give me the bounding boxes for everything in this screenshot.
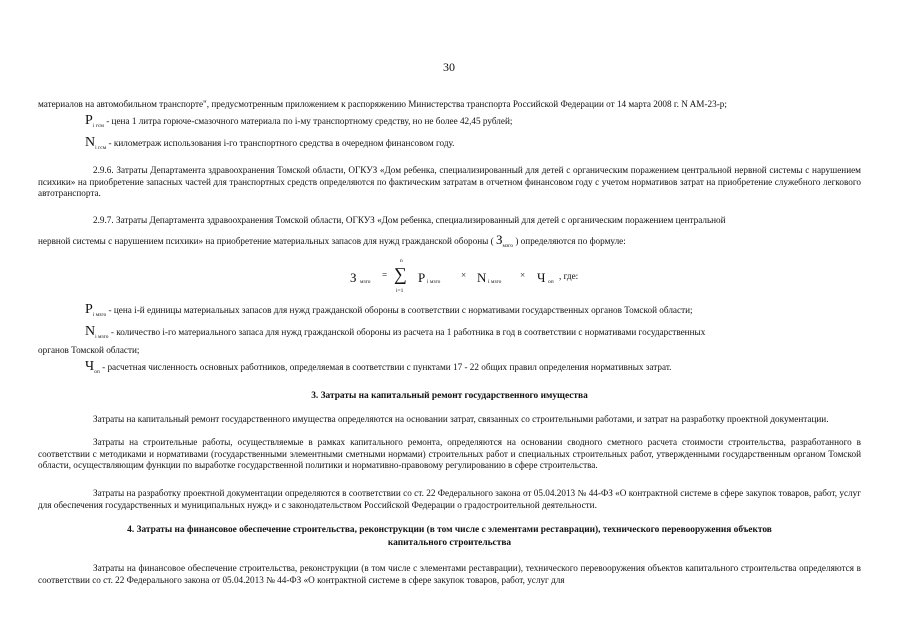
symbol: P	[85, 113, 93, 128]
paragraph-2-9-7-line1: 2.9.7. Затраты Департамента здравоохранения Томской области, ОГКУЗ «Дом ребенка, специализированный для детей с органическим поражением центральной	[93, 215, 726, 225]
section-4-paragraph-1: Затраты на финансовое обеспечение строительства, реконструкции (в том числе с элементами реставрации), технического перевооружения объектов капитального строительства определяются в соответствии со ст. 22 Федерального закона от 05.04.2013 № 44-ФЗ «О контрактной системе в сфере закупок товаров, работ, услуг для	[38, 563, 861, 585]
definition-text: - цена 1 литра горюче-смазочного материала по i-му транспортному средству, но не более 42,45 рублей;	[106, 116, 513, 126]
section-4-heading-line1: 4. Затраты на финансовое обеспечение строительства, реконструкции (в том числе с элементами реставрации), технического перевооружения объектов	[127, 525, 772, 535]
sum-sign: ∑	[394, 264, 407, 284]
definition-n-mzgo	[85, 326, 705, 343]
formula-p: P	[418, 270, 426, 285]
section-3-paragraph-3: Затраты на разработку проектной документации определяются в соответствии со ст. 22 Федерального закона от 05.04.2013 № 44-ФЗ «О контрактной системе в сфере закупок товаров, работ, услуг для обеспечения государственных и муниципальных нужд» и с законодательством Российской Федерации о градостроительной деятельности.	[38, 488, 861, 510]
paragraph-2-9-6: 2.9.6. Затраты Департамента здравоохранения Томской области, ОГКУЗ «Дом ребенка, специализированный для детей с органическим поражением центральной нервной системы с нарушением психики» на приобретение запасных частей для транспортных средств определяются по фактическим затратам в отчетном финансовом году с учетом нормативов затрат на приобретение служебного легкового автотранспорта.	[38, 165, 861, 199]
formula-lhs: З	[350, 270, 357, 285]
definition-p-mzgo	[85, 304, 693, 321]
symbol-subscript: i мзго	[92, 312, 107, 318]
formula-p-subscript: i мзго	[427, 279, 441, 285]
symbol-subscript: i гсм	[92, 123, 104, 129]
definition-p-gsm	[85, 115, 512, 132]
section-3-heading: 3. Затраты на капитальный ремонт государственного имущества	[311, 391, 588, 401]
formula-lhs-subscript: мзго	[360, 279, 371, 285]
symbol-subscript: i мзго	[95, 334, 109, 340]
symbol-subscript: оп	[94, 369, 100, 375]
formula-n-subscript: i мзго	[488, 279, 502, 285]
formula-ch: Ч	[537, 270, 546, 285]
symbol: З	[495, 232, 503, 247]
symbol-subscript: i гсм	[95, 145, 107, 151]
multiply-sign: ×	[461, 270, 467, 280]
sum-upper-limit: n	[400, 258, 403, 264]
section-4-heading-line2: капитального строительства	[387, 538, 512, 548]
definition-n-gsm	[85, 137, 454, 154]
formula	[330, 258, 630, 298]
formula-equals: =	[382, 270, 388, 280]
page-number: 30	[443, 60, 455, 74]
paragraph-2-9-7-line2	[38, 234, 626, 252]
paragraph-text: нервной системы с нарушением психики» на приобретение материальных запасов для нужд гражданской обороны (	[38, 236, 494, 246]
definition-text: - цена i-й единицы материальных запасов для нужд гражданской обороны в соответствии с нормативами государственных органов Томской области;	[108, 305, 693, 315]
symbol: P	[85, 302, 93, 317]
definition-n-mzgo-cont: органов Томской области;	[38, 345, 140, 355]
section-3-paragraph-2: Затраты на строительные работы, осуществляемые в рамках капитального ремонта, определяются на основании сводного сметного расчета стоимости строительства, разработанного в соответствии с методиками и нормативами (государственными элементными сметными нормами) строительных работ и специальных строительных работ, утвержденными государственным органом Томской области, осуществляющим функции по выработке государственной политики и нормативно-правовому регулированию в сфере строительства.	[38, 437, 861, 471]
definition-text: - количество i-го материального запаса для нужд гражданской обороны из расчета на 1 работника в год в соответствии с нормативами государственных	[110, 327, 706, 337]
formula-tail: , где:	[559, 271, 579, 281]
section-3-paragraph-1: Затраты на капитальный ремонт государственного имущества определяются на основании затрат, связанных со строительными работами, и затрат на разработку проектной документации.	[93, 414, 829, 424]
formula-ch-subscript: оп	[548, 279, 554, 285]
symbol: N	[85, 324, 96, 339]
sum-lower-limit: i=1	[396, 288, 404, 294]
paragraph-continuation: материалов на автомобильном транспорте", предусмотренным приложением к распоряжению Министерства транспорта Российской Федерации от 14 марта 2008 г. N AM-23-р;	[38, 99, 727, 109]
formula-n: N	[477, 270, 487, 285]
symbol-subscript: мзго	[502, 243, 514, 249]
symbol: Ч	[85, 359, 95, 374]
multiply-sign: ×	[520, 270, 526, 280]
definition-ch-op	[85, 361, 671, 378]
definition-text: - километраж использования i-го транспортного средства в очередном финансовом году.	[108, 138, 455, 148]
symbol: N	[85, 135, 96, 150]
paragraph-text: ) определяются по формуле:	[515, 236, 626, 246]
definition-text: - расчетная численность основных работников, определяемая в соответствии с пунктами 17 - 22 общих правил определения нормативных затрат.	[102, 362, 672, 372]
